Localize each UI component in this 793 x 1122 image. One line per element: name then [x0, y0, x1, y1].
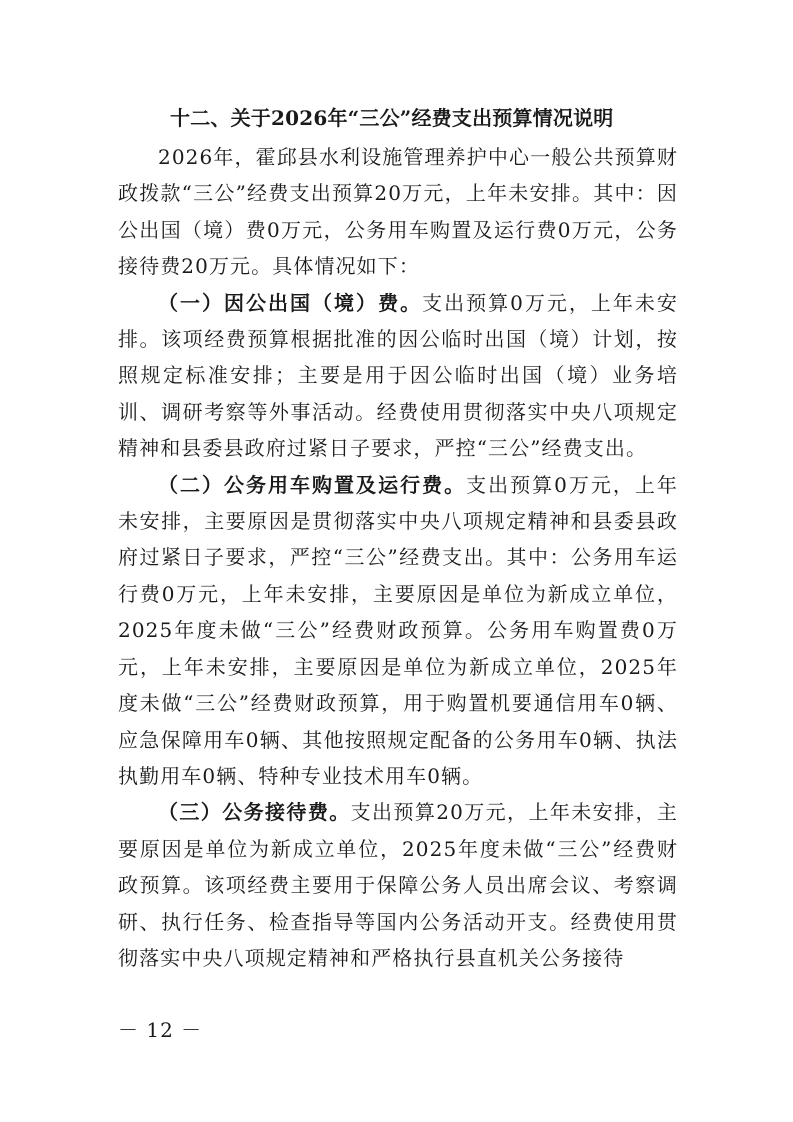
section-body: 支出预算20万元，上年未安排，主要原因是单位为新成立单位，2025年度未做“三公”经费财政预算。该项经费主要用于保障公务人员出席会议、考察调研、执行任务、检查指导等国内公务活动开支。经费使用贯彻落实中央八项规定精神和严格执行县直机关公务接待 [118, 800, 678, 970]
section-heading: （一）因公出国（境）费。 [158, 290, 423, 315]
section-body: 支出预算0万元，上年未安排，主要原因是贯彻落实中央八项规定精神和县委县政府过紧日子要求，严控“三公”经费支出。其中：公务用车运行费0万元，上年未安排，主要原因是单位为新成立单位，2025年度未做“三公”经费财政预算。公务用车购置费0万元，上年未安排，主要原因是单位为新成立单位，2025年度未做“三公”经费财政预算，用于购置机要通信用车0辆、应急保障用车0辆、其他按照规定配备的公务用车0辆、执法执勤用车0辆、特种专业技术用车0辆。 [118, 472, 678, 788]
section-title: 十二、关于2026年“三公”经费支出预算情况说明 [170, 106, 614, 130]
page-number: － 12 － [118, 1018, 203, 1042]
section-overseas-travel [118, 285, 678, 467]
document-page [118, 98, 678, 976]
intro-paragraph: 2026年，霍邱县水利设施管理养护中心一般公共预算财政拨款“三公”经费支出预算20万元，上年未安排。其中：因公出国（境）费0万元，公务用车购置及运行费0万元，公务接待费20万元。具体情况如下： [118, 145, 678, 279]
section-official-reception [118, 794, 678, 976]
section-heading: （三）公务接待费。 [158, 800, 351, 825]
section-body: 支出预算0万元，上年未安排。该项经费预算根据批准的因公临时出国（境）计划，按照规定标准安排；主要是用于因公临时出国（境）业务培训、调研考察等外事活动。经费使用贯彻落实中央八项规定精神和县委县政府过紧日子要求，严控“三公”经费支出。 [118, 290, 678, 461]
section-heading: （二）公务用车购置及运行费。 [158, 472, 467, 497]
section-official-vehicles [118, 467, 678, 795]
